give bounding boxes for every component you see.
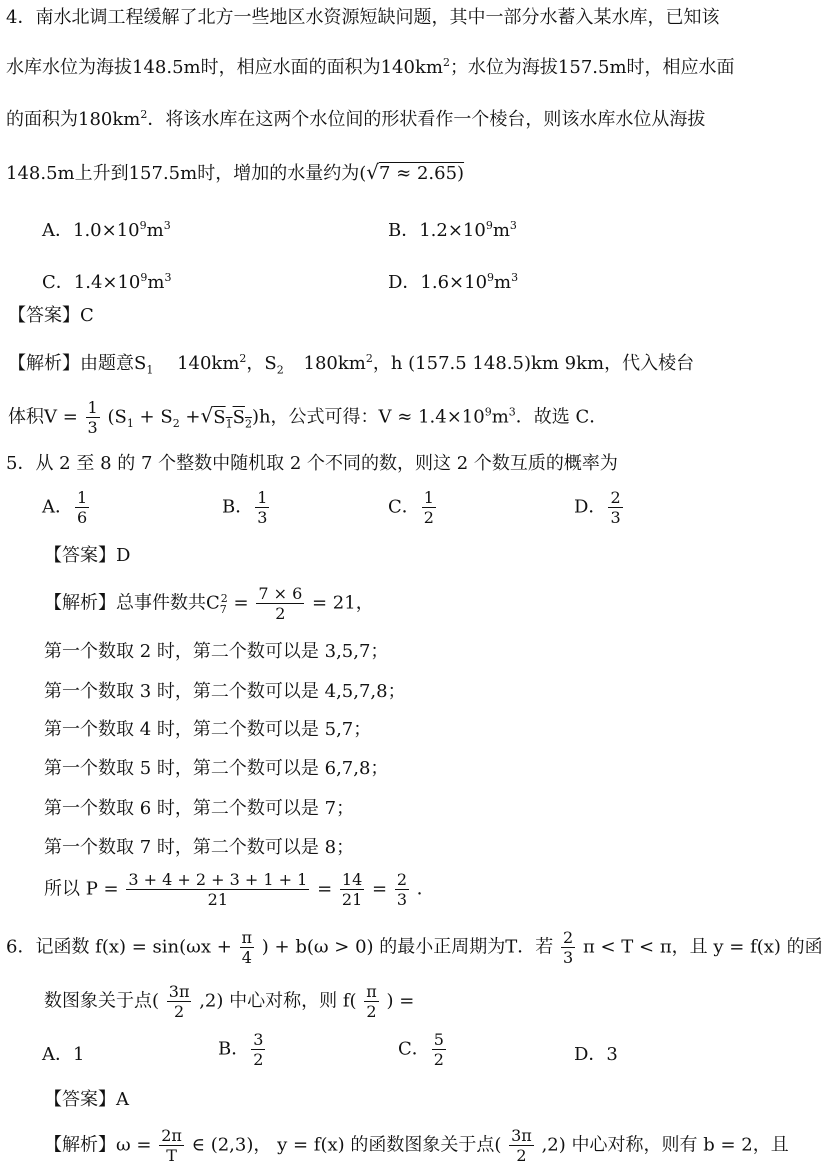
q6-stem-line1: 6．记函数 f(x) = sin(ωx + $\frac{\pi}{4}$ ) + b(ω > 0) 的最小正周期为T．若 $\frac{2}{3}$ π < T < π，且 y = f(x) 的函 (6, 928, 823, 967)
q5-option-c[interactable]: C． $\frac{1}{2}$ (388, 488, 434, 527)
q4-option-a[interactable]: A．$1.0\times 10^9m^3$ (42, 219, 171, 241)
q6-option-b[interactable]: B． $\frac{3}{2}$ (218, 1030, 264, 1069)
q4-solution-line2: 体积V = $\frac{1}{3}$ $(S_1 + S_2 +√S_1S_2)h$，公式可得：$V \approx 1.4\times 10^9m^3$．故选 C． (8, 398, 608, 437)
q4-stem-line1: 4．南水北调工程缓解了北方一些地区水资源短缺问题，其中一部分水蓄入某水库，已知该 (6, 7, 720, 28)
q5-option-a[interactable]: A． $\frac{1}{6}$ (42, 488, 88, 527)
q6-option-d[interactable]: D．3 (574, 1044, 618, 1065)
q5-option-d[interactable]: D． $\frac{2}{3}$ (574, 488, 621, 527)
q5-stem: 5．从 2 至 8 的 7 个整数中随机取 2 个不同的数，则这 2 个数互质的概率为 (6, 453, 618, 474)
fraction-one-third: $\frac{1}{3}$ (87, 398, 98, 437)
q4-stem-line3: 的面积为$180km^2$．将该水库在这两个水位间的形状看作一个棱台，则该水库水位从海拔 (6, 108, 706, 130)
q6-stem-line2: 数图象关于点( $\frac{3\pi}{2}$ ,2) 中心对称，则 f( $\frac{\pi}{2}$ ) = (44, 982, 415, 1021)
q5-case-line: 第一个数取 2 时，第二个数可以是 3,5,7； (44, 641, 389, 662)
q4-solution-line1: 【解析】由题意$S_1$ $140km^2$，$S_2$ $180km^2$，h (157.5 148.5)km 9km，代入棱台 (8, 352, 695, 377)
q5-case-line: 第一个数取 4 时，第二个数可以是 5,7； (44, 719, 372, 740)
q5-solution-line1: 【解析】总事件数共$C_7^2$ = $\frac{7 \times 6}{2}$ = 21， (44, 584, 374, 623)
q4-option-d[interactable]: D．$1.6\times 10^9m^3$ (388, 271, 519, 293)
q5-option-b[interactable]: B． $\frac{1}{3}$ (222, 488, 268, 527)
q6-solution-line1: 【解析】ω = $\frac{2\pi}{T}$ ∈ (2,3)， y = f(x) 的函数图象关于点( $\frac{3\pi}{2}$ ,2) 中心对称，则有 b = 2，且 (44, 1126, 789, 1165)
q5-case-line: 第一个数取 7 时，第二个数可以是 8； (44, 837, 355, 858)
q5-case-line: 第一个数取 5 时，第二个数可以是 6,7,8； (44, 758, 389, 779)
q4-answer: 【答案】C (8, 305, 94, 326)
q5-case-line: 第一个数取 6 时，第二个数可以是 7； (44, 798, 355, 819)
q4-option-b[interactable]: B．$1.2\times 10^9m^3$ (388, 219, 517, 241)
q4-stem-line2: 水库水位为海拔148.5m时，相应水面的面积为$140km^2$；水位为海拔157.5m时，相应水面 (6, 56, 735, 78)
q6-option-a[interactable]: A．1 (42, 1044, 85, 1065)
q4-option-c[interactable]: C．$1.4\times 10^9m^3$ (42, 271, 172, 293)
q6-option-c[interactable]: C． $\frac{5}{2}$ (398, 1030, 444, 1069)
q5-final-probability: 所以 P = $\frac{3 + 4 + 2 + 3 + 1 + 1}{21}$ = $\frac{14}{21}$ = $\frac{2}{3}$ ． (44, 870, 435, 909)
q4-stem-line4: 148.5m上升到157.5m时，增加的水量约为(√7 ≈ 2.65) (6, 160, 465, 184)
q5-case-line: 第一个数取 3 时，第二个数可以是 4,5,7,8； (44, 681, 406, 702)
q5-answer: 【答案】D (44, 545, 131, 566)
q6-answer: 【答案】A (44, 1089, 129, 1110)
